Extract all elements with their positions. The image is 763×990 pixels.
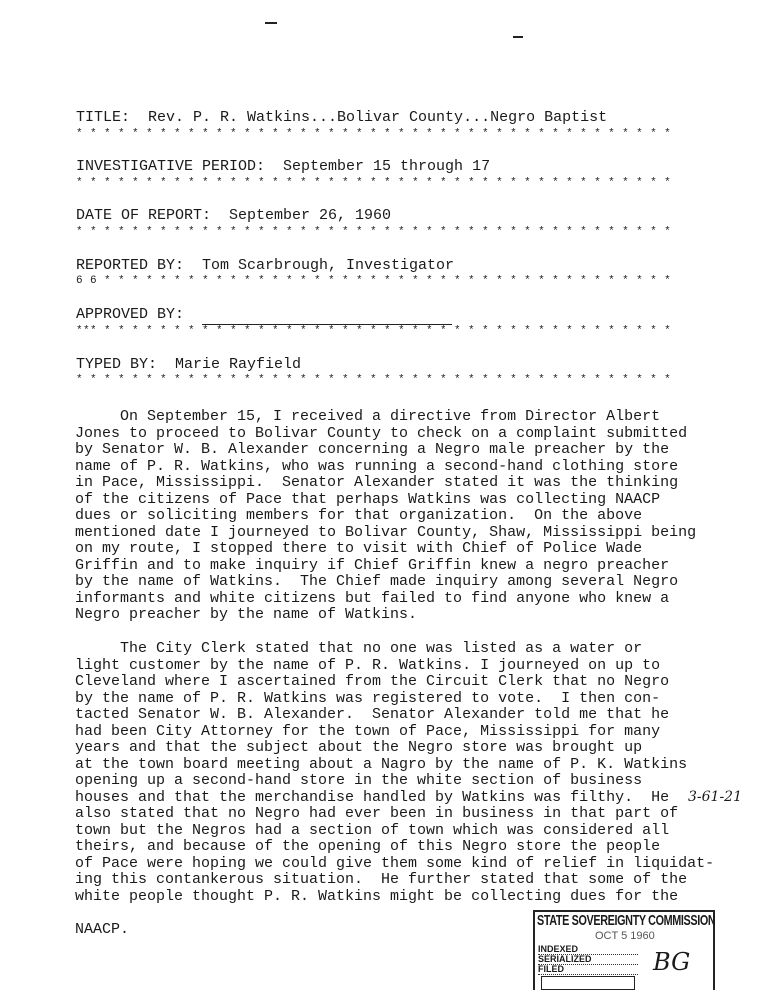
text-line: town but the Negros had a section of town which was considered all [75,821,670,839]
stamp-indexed: INDEXED [538,944,638,955]
text-line: also stated that no Negro had ever been in business in that part of [75,805,679,822]
text-line: Griffin and to make inquiry if Chief Griffin knew a negro preacher [75,556,670,574]
handwritten-file-number: 3-61-21 [688,789,742,805]
stamp-title: STATE SOVEREIGNTY COMMISSION [537,912,716,929]
text-line: Jones to proceed to Bolivar County to check on a complaint submitted [75,424,688,442]
star-divider: *** * * * * * * * * * * * * * * * * * * * * * * * * * * * * * * * * * * * * * * * * * [76,325,672,337]
reported-by-field: REPORTED BY: Tom Scarbrough, Investigator [76,257,455,274]
star-divider: * * * * * * * * * * * * * * * * * * * * * * * * * * * * * * * * * * * * * * * * * * * [76,226,672,238]
text-line: Negro preacher by the name of Watkins. [75,606,418,623]
stamp-serialized: SERIALIZED [538,954,638,965]
title-field: TITLE: Rev. P. R. Watkins...Bolivar County...Negro Baptist [76,109,608,126]
paragraph-1 [75,409,725,624]
text-line: by the name of P. R. Watkins was registered to vote. I then con- [75,689,661,707]
text-line: of the citizens of Pace that perhaps Watkins was collecting NAACP [75,490,661,508]
text-line: white people thought P. R. Watkins might be collecting dues for the [75,887,679,905]
text-line: houses and that the merchandise handled by Watkins was filthy. He [75,788,670,806]
approved-by-field: APPROVED BY: [76,306,185,323]
text-line: had been City Attorney for the town of Pace, Mississippi for many [75,722,661,740]
star-divider: * * * * * * * * * * * * * * * * * * * * * * * * * * * * * * * * * * * * * * * * * * * [76,177,672,189]
text-line: informants and white citizens but failed to find anyone who knew a [75,589,670,607]
text-line: The City Clerk stated that no one was listed as a water or [75,640,643,657]
text-line: in Pace, Mississippi. Senator Alexander stated it was the thinking [75,474,679,491]
commission-stamp [533,910,715,990]
stamp-box [541,976,635,990]
star-divider: * * * * * * * * * * * * * * * * * * * * * * * * * * * * * * * * * * * * * * * * * * * [76,128,672,140]
text-line: mentioned date I journeyed to Bolivar County, Shaw, Mississippi being [75,523,697,541]
date-of-report-field: DATE OF REPORT: September 26, 1960 [76,207,392,224]
text-line: tacted Senator W. B. Alexander. Senator Alexander told me that he [75,706,670,723]
text-line: dues or soliciting members for that organization. On the above [75,507,643,524]
star-divider: * * * * * * * * * * * * * * * * * * * * * * * * * * * * * * * * * * * * * * * * * * * [76,374,672,386]
typed-by-field: TYPED BY: Marie Rayfield [76,356,302,373]
text-line: at the town board meeting about a Nagro by the name of P. K. Watkins [75,755,688,773]
text-line: opening up a second-hand store in the white section of business [75,772,643,789]
paragraph-2 [75,641,725,938]
handwritten-initials: BG [653,948,691,976]
text-line: years and that the subject about the Negro store was brought up [75,739,643,756]
text-line: on my route, I stopped there to visit with Chief of Police Wade [75,540,643,557]
text-line: by Senator W. B. Alexander concerning a Negro male preacher by the [75,441,670,458]
star-divider: 6 6 * * * * * * * * * * * * * * * * * * * * * * * * * * * * * * * * * * * * * * * * * [76,275,672,287]
text-line: name of P. R. Watkins, who was running a second-hand clothing store [75,457,679,475]
text-line: ing this contankerous situation. He further stated that some of the [75,871,688,888]
text-line: light customer by the name of P. R. Watkins. I journeyed on up to [75,656,661,674]
text-line: NAACP. [75,920,130,938]
scan-mark [265,22,277,24]
text-line: Cleveland where I ascertained from the Circuit Clerk that no Negro [75,673,670,690]
stamp-filed: FILED [538,964,638,975]
text-line: On September 15, I received a directive from Director Albert [75,408,661,425]
scan-mark [513,36,523,38]
text-line: by the name of Watkins. The Chief made inquiry among several Negro [75,573,679,590]
text-line: theirs, and because of the opening of this Negro store the people [75,838,661,855]
stamp-date: OCT 5 1960 [595,930,655,942]
investigative-period-field: INVESTIGATIVE PERIOD: September 15 through 17 [76,158,491,175]
text-line: of Pace were hoping we could give them some kind of relief in liquidat- [75,854,715,872]
